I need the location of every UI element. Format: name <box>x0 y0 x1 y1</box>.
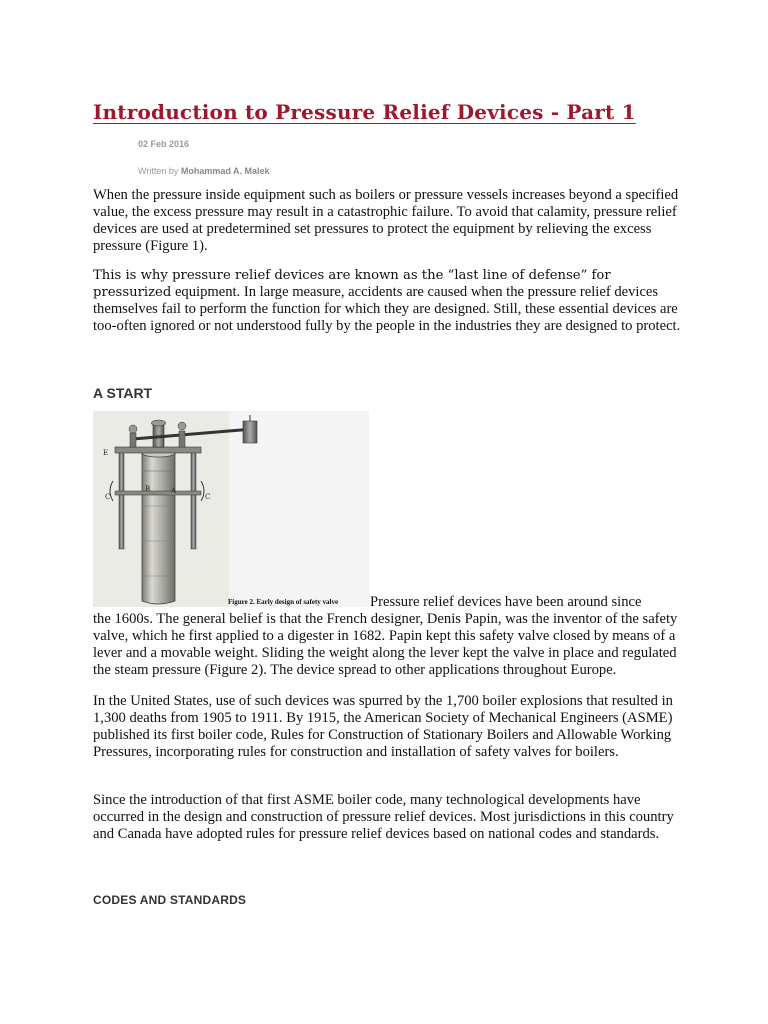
label-a: A <box>171 487 177 495</box>
safety-valve-illustration <box>93 411 369 607</box>
label-c-left: C <box>105 493 111 501</box>
history-paragraph-rest: the 1600s. The general belief is that the French designer, Denis Papin, was the inventor of the safety valve, which he first applied to a digester in 1682. Papin kept this safety valve closed by means of a lever and a movable weight. Sliding the weight along the lever kept the valve in place and regulated the steam pressure (Figure 2). The device spread to other applications throughout Europe. <box>93 611 678 678</box>
article-title[interactable]: Introduction to Pressure Relief Devices - Part 1 <box>93 100 636 124</box>
history-paragraph <box>93 594 683 679</box>
section-heading-codes-and-standards: CODES AND STANDARDS <box>93 893 247 907</box>
author-line <box>138 166 270 176</box>
defense-paragraph-rest: equipment. In large measure, accidents are caused when the pressure relief devices themselves fail to perform the function for which they are designed. Still, these essential devices are too-often ignored or not understood fully by the people in the industries they are designed to protect. <box>93 284 681 334</box>
author-name[interactable]: Mohammad A. Malek <box>180 166 270 176</box>
united-states-paragraph: In the United States, use of such devices was spurred by the 1,700 boiler explosions that resulted in 1,300 deaths from 1905 to 1911. By 1915, the American Society of Mechanical Engineers (ASME) published its first boiler code, Rules for Construction of Stationary Boilers and Allowable Working Pressures, incorporating rules for construction and installation of safety valves for boilers. <box>93 693 673 760</box>
defense-paragraph <box>93 267 683 335</box>
intro-paragraph: When the pressure inside equipment such as boilers or pressure vessels increases beyond a specified value, the excess pressure may result in a catastrophic failure. To avoid that calamity, pressure relief devices are used at predetermined set pressures to protect the equipment by relieving the excess pressure (Figure 1). <box>93 187 679 254</box>
label-e: E <box>103 449 109 457</box>
figure-caption: Figure 2. Early design of safety valve <box>228 598 339 606</box>
defense-paragraph-lead: This is why pressure relief devices are known as the “last line of defense” for pressurized <box>93 268 611 300</box>
asme-code-paragraph: Since the introduction of that first ASME boiler code, many technological developments have occurred in the design and construction of pressure relief devices. Most jurisdictions in this country and Canada have adopted rules for pressure relief devices based on national codes and standards. <box>93 792 674 842</box>
label-b: B <box>145 485 151 493</box>
safety-valve-drawing <box>93 411 369 607</box>
history-paragraph-first-line: Pressure relief devices have been around since <box>370 594 642 610</box>
section-heading-a-start: A START <box>93 385 153 401</box>
label-c-right: C <box>205 493 211 501</box>
written-by-label: Written by <box>138 166 179 176</box>
publish-date: 02 Feb 2016 <box>138 139 190 149</box>
